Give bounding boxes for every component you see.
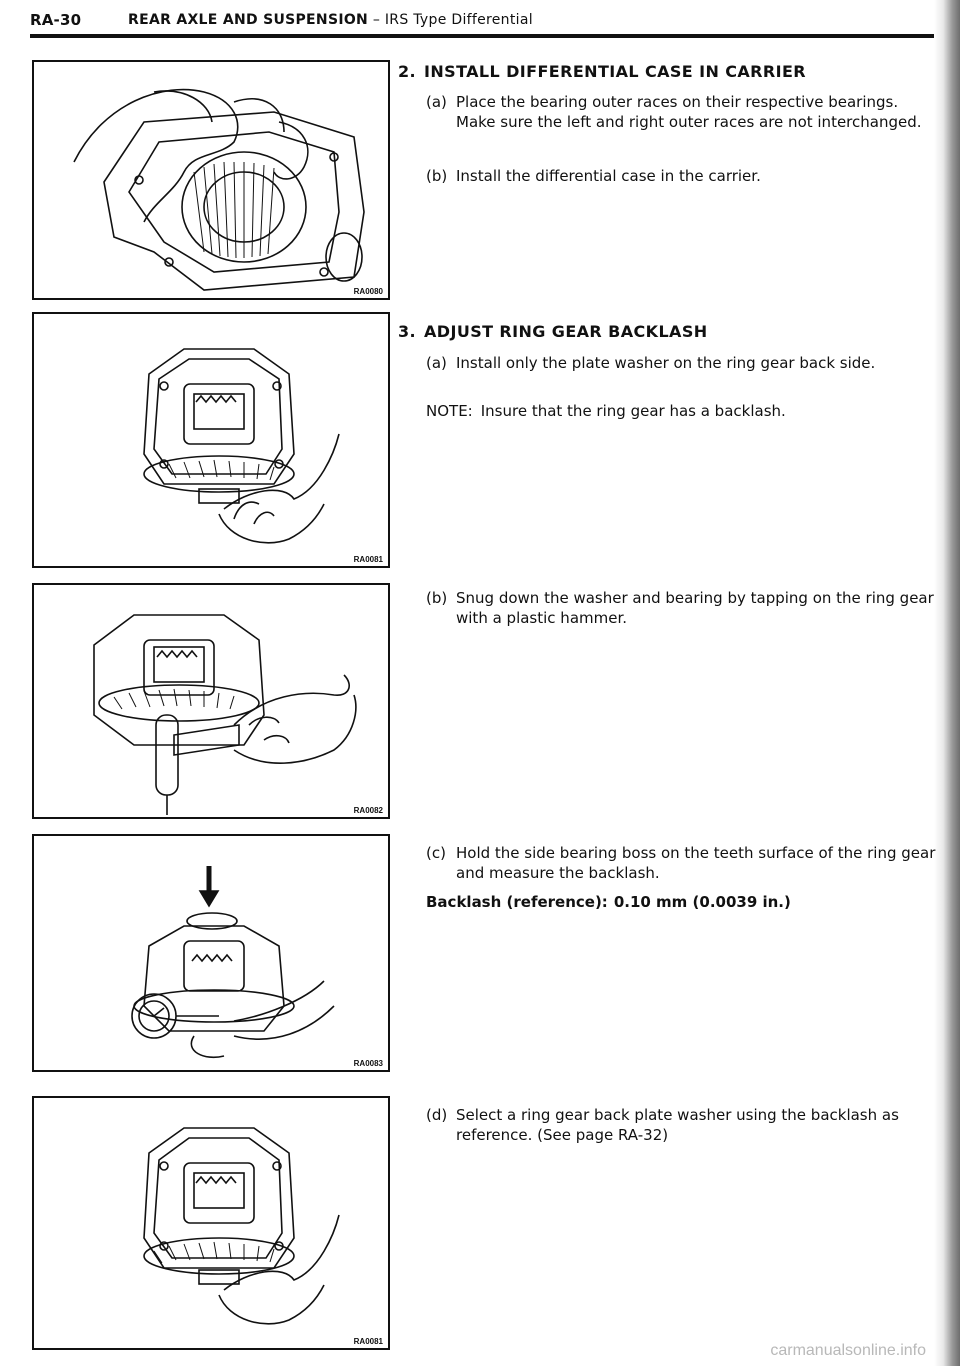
header-rule [30, 34, 942, 38]
step-3b [426, 588, 936, 628]
figure-select-washer [32, 1096, 390, 1350]
step-text: Install only the plate washer on the ring gear back side. [456, 354, 876, 372]
step-text: Place the bearing outer races on their respective bearings. Make sure the left and right outer races are not interchanged. [456, 93, 922, 131]
step-label: (a) [426, 93, 447, 111]
step-text: Hold the side bearing boss on the teeth surface of the ring gear and measure the backlash. [456, 844, 936, 882]
section-title: ADJUST RING GEAR BACKLASH [424, 322, 708, 341]
figure-differential-case-install [32, 60, 390, 300]
note [426, 401, 786, 421]
step-label: (c) [426, 844, 446, 862]
illustration-plastic-hammer [34, 585, 388, 817]
illustration-plate-washer [34, 314, 388, 566]
figure-plate-washer [32, 312, 390, 568]
step-label: (b) [426, 167, 448, 185]
section-number: 3. [398, 322, 417, 341]
step-3d [426, 1105, 936, 1145]
illustration-select-washer [34, 1098, 388, 1348]
backlash-spec [426, 893, 791, 911]
step-label: (b) [426, 589, 448, 607]
step-2a [426, 92, 936, 132]
chapter-title [128, 12, 533, 28]
illustration-dial-indicator [34, 836, 388, 1070]
note-label: NOTE: [426, 402, 473, 420]
figure-code: RA0081 [353, 555, 383, 564]
figure-plastic-hammer [32, 583, 390, 819]
section-2-heading [398, 62, 806, 81]
step-label: (d) [426, 1106, 448, 1124]
chapter-title-main: REAR AXLE AND SUSPENSION [128, 12, 369, 28]
step-text: Select a ring gear back plate washer using the backlash as reference. (See page RA-32) [456, 1106, 899, 1144]
note-text: Insure that the ring gear has a backlash. [480, 402, 786, 420]
step-text: Install the differential case in the carrier. [456, 167, 761, 185]
section-title: INSTALL DIFFERENTIAL CASE IN CARRIER [424, 62, 806, 81]
footer-watermark: carmanualsonline.info [770, 1342, 926, 1359]
step-2b [426, 166, 936, 186]
page-binding-edge [934, 0, 960, 1366]
figure-code: RA0082 [353, 806, 383, 815]
step-3c [426, 843, 936, 883]
step-label: (a) [426, 354, 447, 372]
step-text: Snug down the washer and bearing by tapping on the ring gear with a plastic hammer. [456, 589, 934, 627]
spec-value: 0.10 mm (0.0039 in.) [613, 893, 791, 911]
chapter-subtitle: – IRS Type Differential [368, 12, 533, 28]
section-3-heading [398, 322, 708, 341]
figure-code: RA0080 [353, 287, 383, 296]
illustration-differential-case [34, 62, 388, 298]
figure-code: RA0083 [353, 1059, 383, 1068]
section-number: 2. [398, 62, 417, 81]
page-header [0, 0, 960, 36]
spec-label: Backlash (reference): [426, 893, 608, 911]
step-3a [426, 353, 936, 373]
figure-measure-backlash [32, 834, 390, 1072]
page-number: RA-30 [30, 11, 82, 29]
figure-code: RA0081 [353, 1337, 383, 1346]
